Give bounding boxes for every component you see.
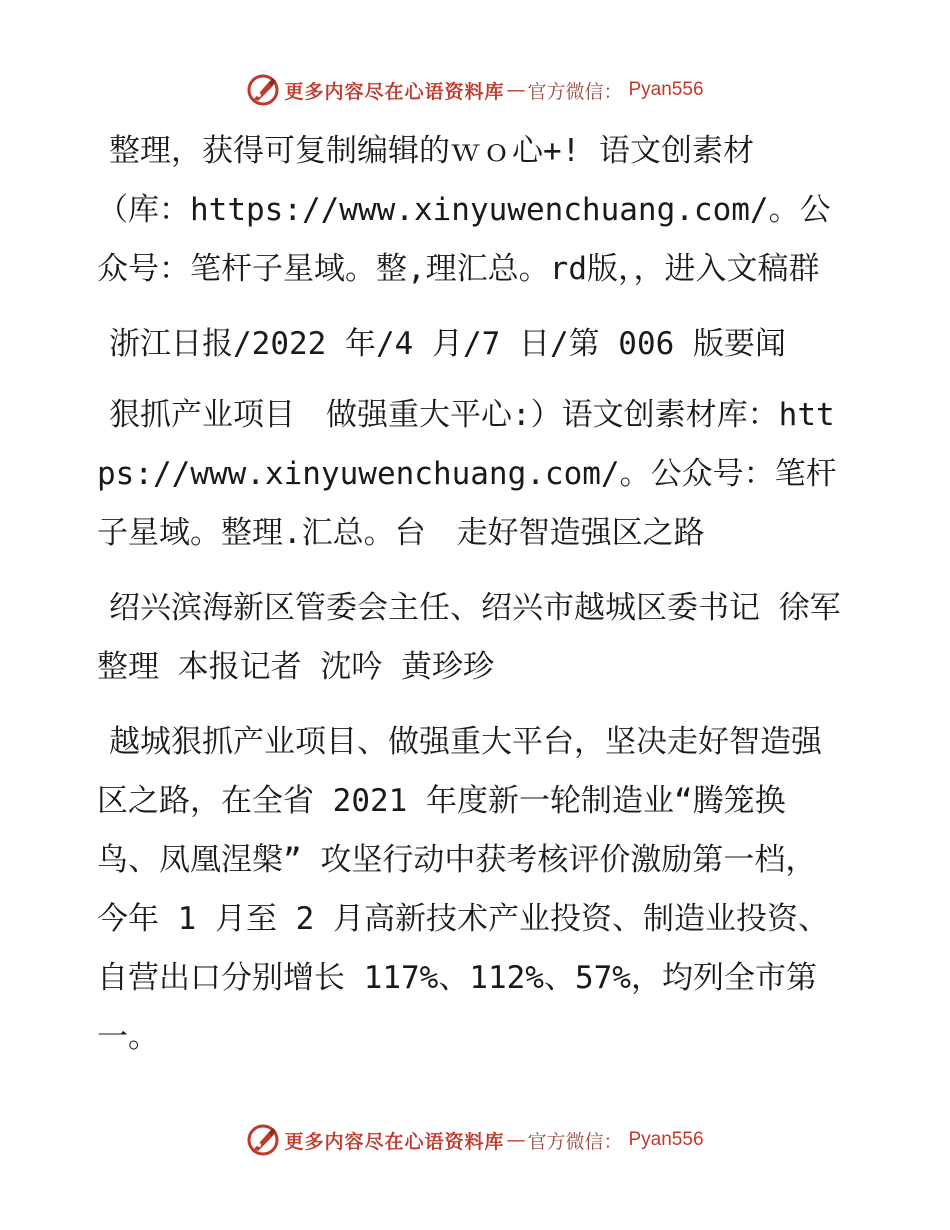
body-paragraph: 越城狠抓产业项目、做强重大平台，坚决走好智造强区之路，在全省 2021 年度新一轮制造业“腾笼换鸟、凤凰涅槃” 攻坚行动中获考核评价激励第一档，今年 1 月至 2 月高新技术产业投资、制造业投资、自营出口分别增长 117%、112%、57%，均列全市第一。 — [97, 724, 829, 1055]
dateline: 浙江日报/2022 年/4 月/7 日/第 006 版要闻 — [109, 326, 786, 362]
banner-official-text: 官方微信： — [527, 1130, 623, 1153]
byline: 绍兴滨海新区管委会主任、绍兴市越城区委书记 徐军 整理 本报记者 沈吟 黄珍珍 — [97, 590, 841, 685]
intro-paragraph: 整理，获得可复制编辑的ｗｏ心+! 语文创素材（库：https://www.xinyuwenchuang.com/。公众号：笔杆子星域。整,理汇总。rd版，，进入文稿群 — [97, 133, 831, 287]
banner-dash: — — [506, 1129, 526, 1151]
pen-nib-logo-icon — [246, 73, 280, 107]
banner-official-text: 官方微信： — [527, 80, 623, 103]
article-body — [97, 122, 842, 1083]
banner-dash: — — [506, 79, 526, 101]
pen-nib-logo-icon — [246, 1123, 280, 1157]
banner-site-text: 更多内容尽在心语资料库 — [284, 80, 505, 103]
banner-site-text: 更多内容尽在心语资料库 — [284, 1130, 505, 1153]
banner-wechat-id: Pyan556 — [628, 1129, 704, 1150]
article-title: 狠抓产业项目 做强重大平心:）语文创素材库：https://www.xinyuwenchuang.com/。公众号：笔杆子星域。整理.汇总。台 走好智造强区之路 — [97, 397, 837, 551]
banner-wechat-id: Pyan556 — [628, 79, 704, 100]
header-banner — [0, 70, 950, 110]
footer-banner — [0, 1120, 950, 1160]
